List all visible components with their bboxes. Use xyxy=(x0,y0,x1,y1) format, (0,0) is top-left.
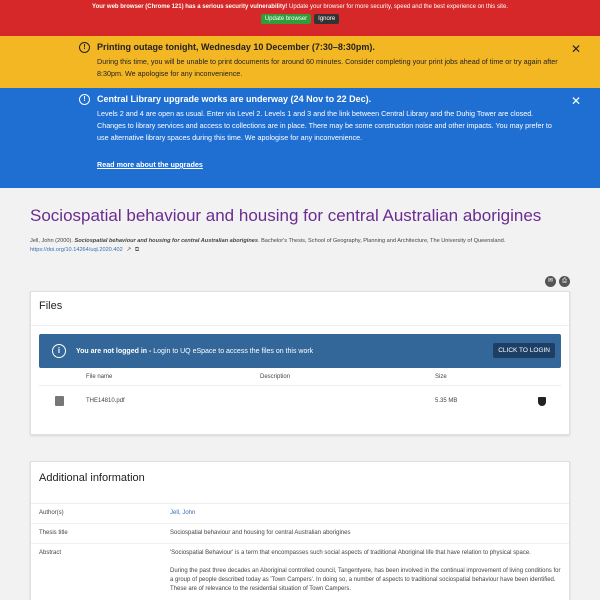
update-browser-button[interactable]: Update browser xyxy=(261,14,311,24)
col-file-name: File name xyxy=(86,374,113,380)
shield-icon xyxy=(538,397,546,406)
login-text: Login to UQ eSpace to access the files on this work xyxy=(153,347,314,355)
read-more-link[interactable]: Read more about the upgrades xyxy=(97,160,203,169)
author-label: Author(s) xyxy=(39,510,64,516)
ignore-button[interactable]: Ignore xyxy=(314,14,339,24)
browser-warning-bold: Your web browser (Chrome 121) has a serious security vulnerability! xyxy=(92,4,288,10)
col-size: Size xyxy=(435,374,447,380)
page-title: Sociospatial behaviour and housing for central Australian aborigines xyxy=(30,206,542,225)
info-icon: i xyxy=(52,344,66,358)
info-row-thesis xyxy=(31,524,569,544)
browser-warning-bar xyxy=(0,0,600,36)
thesis-value: Sociospatial behaviour and housing for central Australian aborigines xyxy=(170,530,351,536)
citation-prefix: Jell, John (2000). xyxy=(30,238,75,244)
login-banner xyxy=(39,334,561,368)
file-name[interactable]: THE14810.pdf xyxy=(86,398,125,404)
external-link-icon[interactable]: ↗ xyxy=(126,247,132,253)
alert-title: Central Library upgrade works are underway (24 Nov to 22 Dec). xyxy=(97,94,372,104)
info-icon: ! xyxy=(79,94,90,105)
additional-info-card xyxy=(30,461,570,600)
pdf-file-icon xyxy=(55,396,64,406)
main-content xyxy=(0,206,600,600)
info-row-abstract xyxy=(31,544,569,600)
citation-title: Sociospatial behaviour and housing for central Australian aborigines xyxy=(74,238,258,244)
close-icon[interactable]: ✕ xyxy=(570,42,581,56)
browser-warning-text: Update your browser for more security, speed and the best experience on this site. xyxy=(287,4,508,10)
email-icon[interactable]: ✉ xyxy=(545,276,556,287)
table-header xyxy=(39,374,561,386)
info-icon: ! xyxy=(79,42,90,53)
alert-body: During this time, you will be unable to print documents for around 60 minutes. Consider completing your print jobs ahead of time or try again after 8:30pm. We apologise for any inconvenience. xyxy=(97,57,558,78)
doi-link[interactable]: https://doi.org/10.14264/uql.2020.402 xyxy=(30,247,123,253)
action-row xyxy=(30,276,570,288)
author-link[interactable]: Jell, John xyxy=(170,510,196,516)
click-to-login-button[interactable]: CLICK TO LOGIN xyxy=(493,343,555,358)
file-size: 5.35 MB xyxy=(435,398,458,404)
col-description: Description xyxy=(260,374,291,380)
copy-icon[interactable]: ⧉ xyxy=(134,247,140,253)
files-heading: Files xyxy=(31,292,569,326)
info-row-author xyxy=(31,504,569,524)
login-bold: You are not logged in - xyxy=(76,347,152,355)
alert-body: Levels 2 and 4 are open as usual. Enter via Level 2. Levels 1 and 3 and the link between Central Library and the Duhig Tower are closed. Changes to library services and access to collections are in place. There may be some construction noise and other impacts. You may prefer to use alternative library spaces during this time. We apologise for any inconvenience. xyxy=(97,109,552,142)
citation-suffix: . Bachelor's Thesis, School of Geography, Planning and Architecture, The University of Queensland. xyxy=(257,238,506,244)
abstract-label: Abstract xyxy=(39,550,62,556)
additional-heading: Additional information xyxy=(31,462,569,504)
abstract-paragraph: During the past three decades an Aboriginal controlled council, Tangentyere, has been involved in the continual improvement of living conditions for a group of people described today as 'Town Campers'. In doing so, a number of aspects to traditional sociospatial behaviour have been identified. These are of relevance to the residential situation of Town Campers. xyxy=(170,568,561,592)
table-row[interactable] xyxy=(39,386,561,416)
abstract-paragraph: 'Sociospatial Behaviour' is a term that encompasses such social aspects of traditional Aboriginal life that have relation to physical space. xyxy=(170,550,531,556)
print-icon[interactable]: ⎙ xyxy=(559,276,570,287)
files-table xyxy=(39,374,561,416)
library-upgrade-alert xyxy=(0,88,600,188)
files-card xyxy=(30,291,570,435)
alert-title: Printing outage tonight, Wednesday 10 December (7:30–8:30pm). xyxy=(97,42,375,52)
close-icon[interactable]: ✕ xyxy=(570,94,581,108)
thesis-label: Thesis title xyxy=(39,530,68,536)
citation xyxy=(30,237,570,255)
print-outage-alert xyxy=(0,36,600,88)
